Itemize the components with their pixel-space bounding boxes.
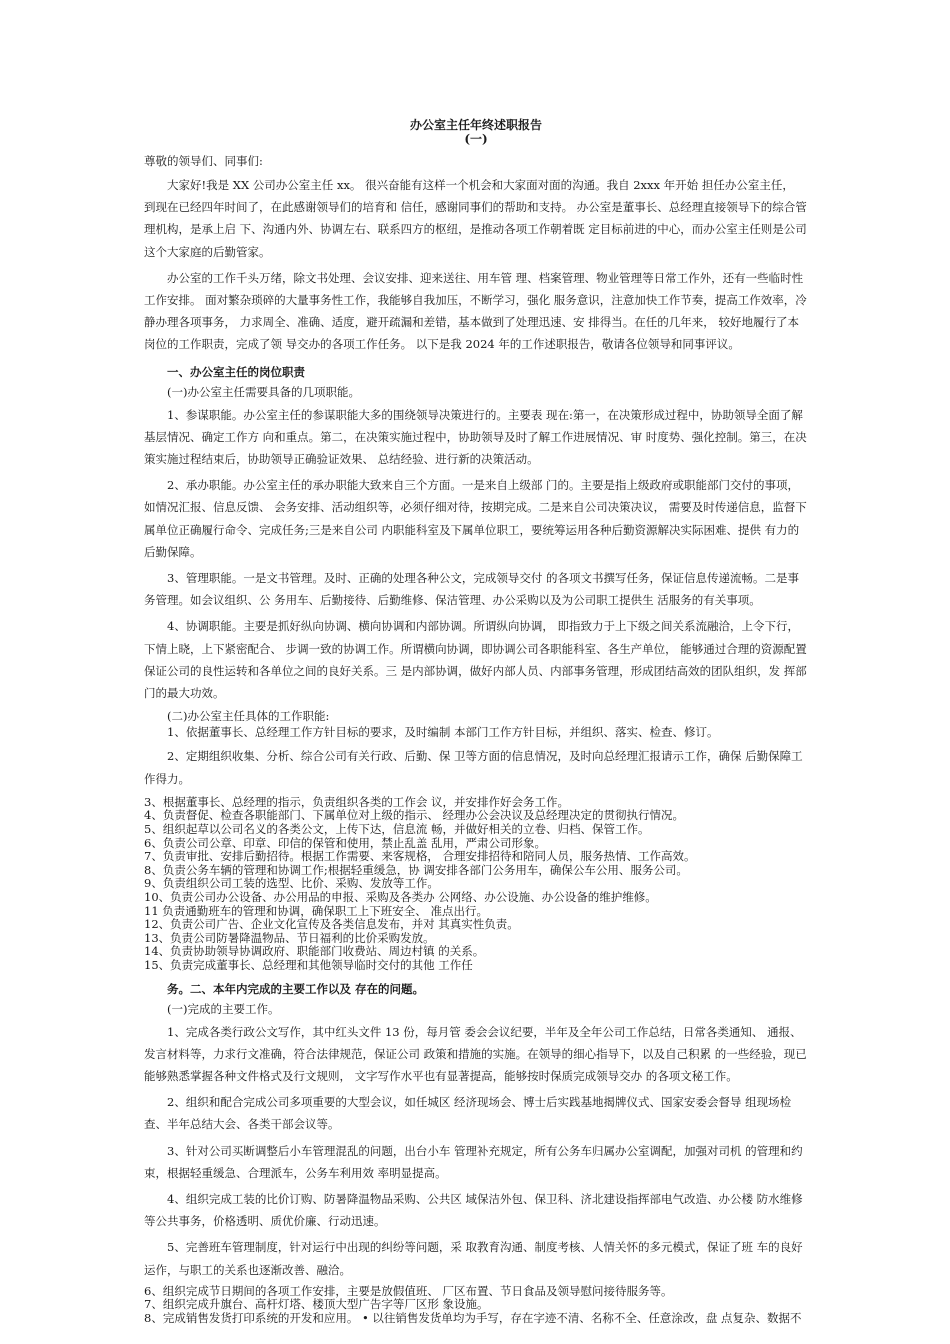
list-item: 4、负责督促、检查各职能部门、下属单位对上级的指示、 经理办公会决议及总经理决定的贯彻执行情况。 xyxy=(144,808,684,823)
list-item: 1、依据董事长、总经理工作方针目标的要求，及时编制 本部门工作方针目标，并组织、落实、检查、修订。 xyxy=(167,724,719,739)
work-paragraph: 1、完成各类行政公文写作，其中红头文件 13 份，每月管 委会会议纪要，半年及全年公司工作总结，日常各类通知、 通报、发言材料等，力求行文准确，符合法律规范，保证公司 政策和措施的实施。在领导的细心指导下，以及自己积累 的一些经验，现已能够熟悉掌握各种文件格式及行文规则， 文字写作水平也有显著提高，能够按时保质完成领导交办 的各项文秘工作。 xyxy=(144,1024,807,1083)
list-item: 6、组织完成节日期间的各项工作安排，主要是放假值班、 厂区布置、节日食品及领导慰问接待服务等。 xyxy=(144,1283,673,1298)
duty-paragraph: 2、承办职能。办公室主任的承办职能大致来自三个方面。一是来自上级部 门的。主要是指上级政府或职能部门交付的事项，如情况汇报、信息反馈、 会务安排、活动组织等，必须仔细对待，按期完成。二是来自公司决策决议， 需要及时传递信息，监督下属单位正确履行命令、完成任务;三是来自公司 内职能科室及下属单位职工，要统筹运用各种后勤资源解决实际困难、提供 有力的后勤保障。 xyxy=(144,478,807,559)
list-item: 2、定期组织收集、分析、综合公司有关行政、后勤、保 卫等方面的信息情况，及时向总经理汇报请示工作，确保 后勤保障工作得力。 xyxy=(144,749,803,786)
list-item: 6、负责公司公章、印章、印信的保管和使用，禁止乱盖 乱用，严肃公司形象。 xyxy=(144,835,546,850)
section2-sub1: (一)完成的主要工作。 xyxy=(167,1001,280,1016)
section1-sub2: (二)办公室主任具体的工作职能: xyxy=(167,709,330,724)
work-paragraph: 4、组织完成工装的比价订购、防暑降温物品采购、公共区 域保洁外包、保卫科、济北建设指挥部电气改造、办公楼 防水维修等公共事务，价格透明、质优价廉、行动迅速。 xyxy=(144,1192,803,1229)
work-paragraph: 5、完善班车管理制度，针对运行中出现的纠纷等问题，采 取教育沟通、制度考核、人情关怀的多元模式，保证了班 车的良好运作，与职工的关系也逐渐改善、融洽。 xyxy=(144,1240,803,1277)
list-item: 5、组织起草以公司名义的各类公文，上传下达，信息流 畅，并做好相关的立卷、归档、保管工作。 xyxy=(144,822,650,837)
list-item: 9、负责组织公司工装的选型、比价、采购、发放等工作。 xyxy=(144,876,439,891)
work-paragraph: 3、针对公司买断调整后小车管理混乱的问题，出台小车 管理补充规定，所有公务车归属办公室调配，加强对司机 的管理和约束，根据轻重缓急、合理派车，公务车利用效 率明显提高。 xyxy=(144,1143,803,1180)
duty-paragraph: 1、参谋职能。办公室主任的参谋职能大多的围绕领导决策进行的。主要表 现在:第一，在决策形成过程中，协助领导全面了解基层情况、确定工作方 向和重点。第二，在决策实施过程中，协助领导及时了解工作进展情况、审 时度势、强化控制。第三，在决策实施过程结束后，协助领导正确验证效果、 总结经验、进行新的决策活动。 xyxy=(144,407,807,467)
duty-list xyxy=(144,796,808,973)
section1-heading: 一、办公室主任的岗位职责 xyxy=(167,364,305,379)
list-item: 8、完成销售发货打印系统的开发和应用。 • 以往销售发货单均为手写，存在字迹不清、名称不全、任意涂改，盘 点复杂、数据不 xyxy=(144,1311,802,1325)
work-paragraph: 2、组织和配合完成公司多项重要的大型会议，如任城区 经济现场会、博士后实践基地揭牌仪式、国家安委会督导 组现场检查、半年总结大会、各类干部会议等。 xyxy=(144,1095,792,1132)
list-item: 11 负责通勤班车的管理和协调，确保职工上下班安全、 准点出行。 xyxy=(144,903,488,918)
list-item: 7、组织完成升旗台、高杆灯塔、楼顶大型广告字等厂区形 象设施。 xyxy=(144,1297,489,1312)
list-item: 3、根据董事长、总经理的指示，负责组织各类的工作会 议，并安排作好会务工作。 xyxy=(144,794,569,809)
list-item: 13、负责公司防暑降温物品、节日福利的比价采购发放。 xyxy=(144,930,435,945)
list-item: 14、负责协助领导协调政府、职能部门收费站、周边村镇 的关系。 xyxy=(144,944,485,959)
list-item: 10、负责公司办公设备、办公用品的申报、采购及各类办 公网络、办公设施、办公设备的维护维修。 xyxy=(144,890,657,905)
greeting: 尊敬的领导们、同事们: xyxy=(144,154,263,168)
list-item: 7、负责审批、安排后勤招待。根据工作需要、来客规格， 合理安排招待和陪同人员，服务热情、工作高效。 xyxy=(144,849,696,864)
intro-paragraph: 办公室的工作千头万绪，除文书处理、会议安排、迎来送往、用车管 理、档案管理、物业管理等日常工作外，还有一些临时性工作安排。 面对繁杂琐碎的大量事务性工作，我能够自我加压，不断学习，强化 服务意识，注意加快工作节奏，提高工作效率，冷静办理各项事务， 力求周全、准确、适度，避开疏漏和差错，基本做到了处理迅速、安 排得当。在任的几年来， 较好地履行了本岗位的工作职责，完成了领 导交办的各项工作任务。 以下是我 2024 年的工作述职报告，敬请各位领导和同事评议。 xyxy=(144,270,807,352)
duty-paragraph: 3、管理职能。一是文书管理。及时、正确的处理各种公文，完成领导交付 的各项文书撰写任务，保证信息传递流畅。二是事务管理。如会议组织、公 务用车、后勤接待、后勤维修、保洁管理、办公采购以及为公司职工提供生 活服务的有关事项。 xyxy=(144,571,799,608)
section1-sub1: (一)办公室主任需要具备的几项职能。 xyxy=(167,384,360,399)
list-item: 15、负责完成董事长、总经理和其他领导临时交付的其他 工作任 xyxy=(144,957,473,972)
document-title: 办公室主任年终述职报告 xyxy=(409,118,542,132)
intro-paragraph: 大家好!我是 XX 公司办公室主任 xx。 很兴奋能有这样一个机会和大家面对面的沟通。我自 2xxx 年开始 担任办公室主任， 到现在已经四年时间了，在此感谢领导们的培育和 信任，感谢同事们的帮助和支持。 办公室是董事长、总经理直接领导下的综合管理机构，是承上启 下、沟通内外、协调左右、联系四方的枢纽，是推动各项工作朝着既 定目标前进的中心，而办公室主任则是公司这个大家庭的后勤管家。 xyxy=(144,178,807,259)
document-subtitle: (一) xyxy=(464,132,488,146)
document-page xyxy=(144,118,808,1326)
work-list xyxy=(144,1285,808,1326)
duty-paragraph: 4、协调职能。主要是抓好纵向协调、横向协调和内部协调。所谓纵向协调， 即指致力于上下级之间关系流融洽，上令下行，下情上晓，上下紧密配合、 步调一致的协调工作。所谓横向协调，即协调公司各职能科室、各生产单位， 能够通过合理的资源配置保证公司的良性运转和各单位之间的良好关系。三 是内部协调，做好内部人员、内部事务管理，形成团结高效的团队组织，发 挥部门的最大功效。 xyxy=(144,619,807,701)
list-item: 12、负责公司广告、企业文化宣传及各类信息发布，并对 其真实性负责。 xyxy=(144,917,519,932)
list-item: 8、负责公务车辆的管理和协调工作;根据轻重缓急，协 调安排各部门公务用车，确保公车公用、服务公司。 xyxy=(144,862,688,877)
section2-heading: 务。二、本年内完成的主要工作以及 存在的问题。 xyxy=(167,981,425,996)
